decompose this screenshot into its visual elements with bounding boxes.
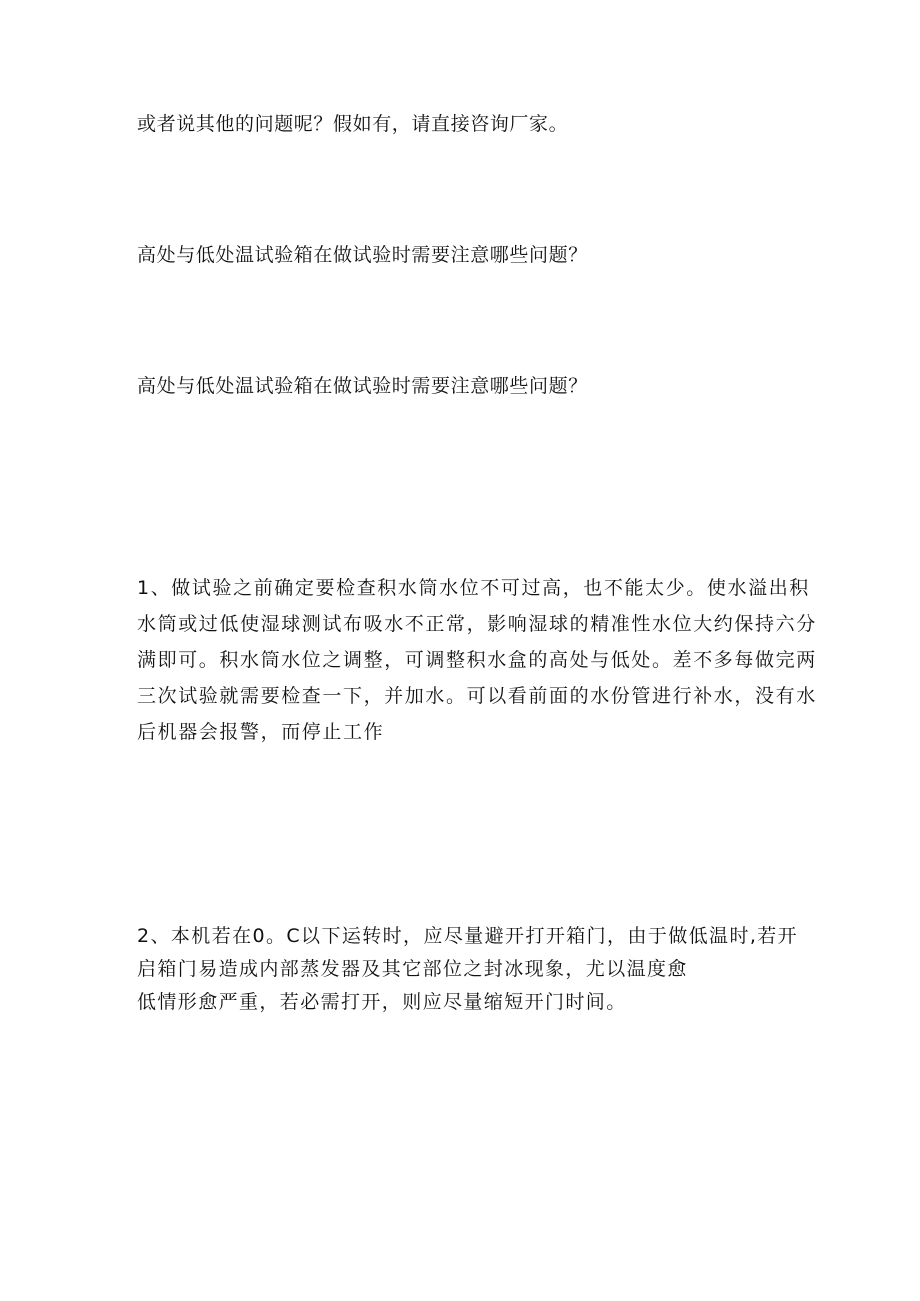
paragraph-1 <box>137 570 817 750</box>
paragraph-2-line: 2、本机若在0。C以下运转时，应尽量避开打开箱门，由于做低温时,若开 <box>137 925 799 947</box>
paragraph-1-line: 三次试验就需要检查一下，并加水。可以看前面的水份管进行补水，没有水 <box>137 685 817 707</box>
paragraph-1-line: 后机器会报警，而停止工作 <box>137 721 385 743</box>
paragraph-1-line: 水筒或过低使湿球测试布吸水不正常，影响湿球的精准性水位大约保持六分 <box>137 613 817 635</box>
paragraph-2 <box>137 920 797 1019</box>
paragraph-1-line: 1、做试验之前确定要检查积水筒水位不可过高，也不能太少。使水溢出积 <box>137 577 810 599</box>
paragraph-2-line: 启箱门易造成内部蒸发器及其它部位之封冰现象，尤以温度愈 <box>137 958 688 980</box>
question-heading-2: 高处与低处温试验箱在做试验时需要注意哪些问题？ <box>137 375 588 397</box>
paragraph-1-line: 满即可。积水筒水位之调整，可调整积水盒的高处与低处。差不多每做完两 <box>137 649 817 671</box>
paragraph-2-line: 低情形愈严重，若必需打开，则应尽量缩短开门时间。 <box>137 991 627 1013</box>
intro-text: 或者说其他的问题呢？假如有，请直接咨询厂家。 <box>137 113 569 135</box>
question-heading-1: 高处与低处温试验箱在做试验时需要注意哪些问题？ <box>137 244 588 266</box>
